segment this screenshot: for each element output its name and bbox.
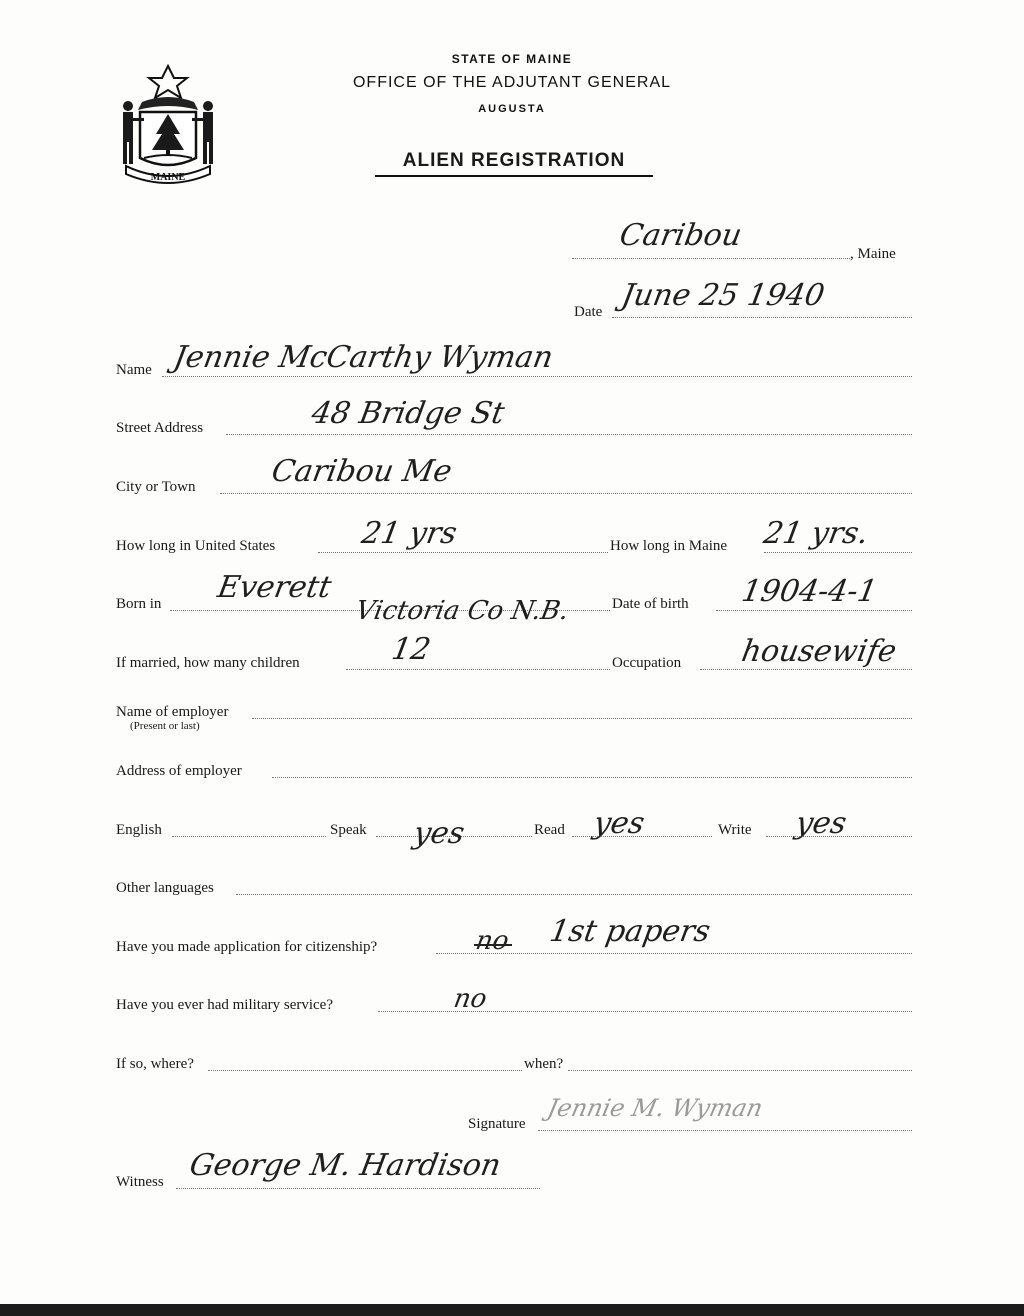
street-label: Street Address [116,420,204,436]
how-long-us-line [318,552,608,553]
how-long-us-value[interactable]: 21 yrs [358,516,460,551]
children-line [346,669,610,670]
signature-value[interactable]: Jennie M. Wyman [545,1094,766,1122]
name-line [162,376,912,377]
witness-line [176,1188,540,1189]
employer-note: (Present or last) [130,720,200,732]
write-label: Write [718,822,752,838]
date-line [612,317,912,318]
date-value[interactable]: June 25 1940 [618,278,828,313]
citizenship-value[interactable]: 1st papers [546,914,713,949]
witness-value[interactable]: George M. Hardison [186,1148,504,1183]
read-label: Read [534,822,565,838]
when-line [568,1070,912,1071]
other-languages-label: Other languages [116,880,214,896]
occupation-label: Occupation [612,655,682,671]
employer-line [252,718,912,719]
children-value[interactable]: 12 [388,632,434,667]
when-label: when? [524,1056,564,1072]
date-of-birth-label: Date of birth [612,596,689,612]
if-so-where-label: If so, where? [116,1056,194,1072]
speak-value[interactable]: yes [410,816,468,851]
name-value[interactable]: Jennie McCarthy Wyman [170,340,556,375]
date-of-birth-value[interactable]: 1904-4-1 [738,574,880,609]
employer-label: Name of employer [116,704,229,720]
occupation-line [700,669,912,670]
children-label: If married, how many children [116,655,300,671]
how-long-us-label: How long in United States [116,538,276,554]
employer-address-label: Address of employer [116,763,242,779]
place-line [572,258,850,259]
city-line [220,493,912,494]
citizenship-struck-value[interactable]: no [473,926,512,956]
born-in-label: Born in [116,596,162,612]
scan-border [0,1304,1024,1316]
city-value[interactable]: Caribou Me [268,454,455,489]
occupation-value[interactable]: housewife [738,634,900,669]
military-label: Have you ever had military service? [116,997,333,1013]
strike-through-mark [474,944,512,946]
if-so-where-line [208,1070,522,1071]
how-long-maine-line [764,552,912,553]
born-county-value[interactable]: Victoria Co N.B. [353,596,571,626]
office-heading: OFFICE OF THE ADJUTANT GENERAL [352,74,672,91]
signature-line [538,1130,912,1131]
state-heading: STATE OF MAINE [451,52,573,66]
military-value[interactable]: no [451,984,490,1014]
street-line [226,434,912,435]
name-label: Name [116,362,152,378]
how-long-maine-label: How long in Maine [610,538,728,554]
english-label: English [116,822,162,838]
employer-address-line [272,777,912,778]
city-label: City or Town [116,479,196,495]
witness-label: Witness [116,1174,164,1190]
how-long-maine-value[interactable]: 21 yrs. [760,516,872,551]
signature-label: Signature [468,1116,526,1132]
city-heading: AUGUSTA [478,103,546,115]
maine-label: , Maine [850,246,896,262]
english-line [172,836,326,837]
form-title: ALIEN REGISTRATION [375,150,653,177]
street-value[interactable]: 48 Bridge St [308,396,508,431]
other-languages-line [236,894,912,895]
seal-banner-text: MAINE [150,172,186,183]
born-place-value[interactable]: Everett [214,570,334,605]
read-value[interactable]: yes [590,806,648,841]
date-of-birth-line [716,610,912,611]
date-label: Date [574,304,603,320]
place-value[interactable]: Caribou [616,218,745,253]
speak-label: Speak [330,822,367,838]
citizenship-line [436,953,912,954]
write-value[interactable]: yes [792,806,850,841]
citizenship-label: Have you made application for citizenship? [116,939,378,955]
